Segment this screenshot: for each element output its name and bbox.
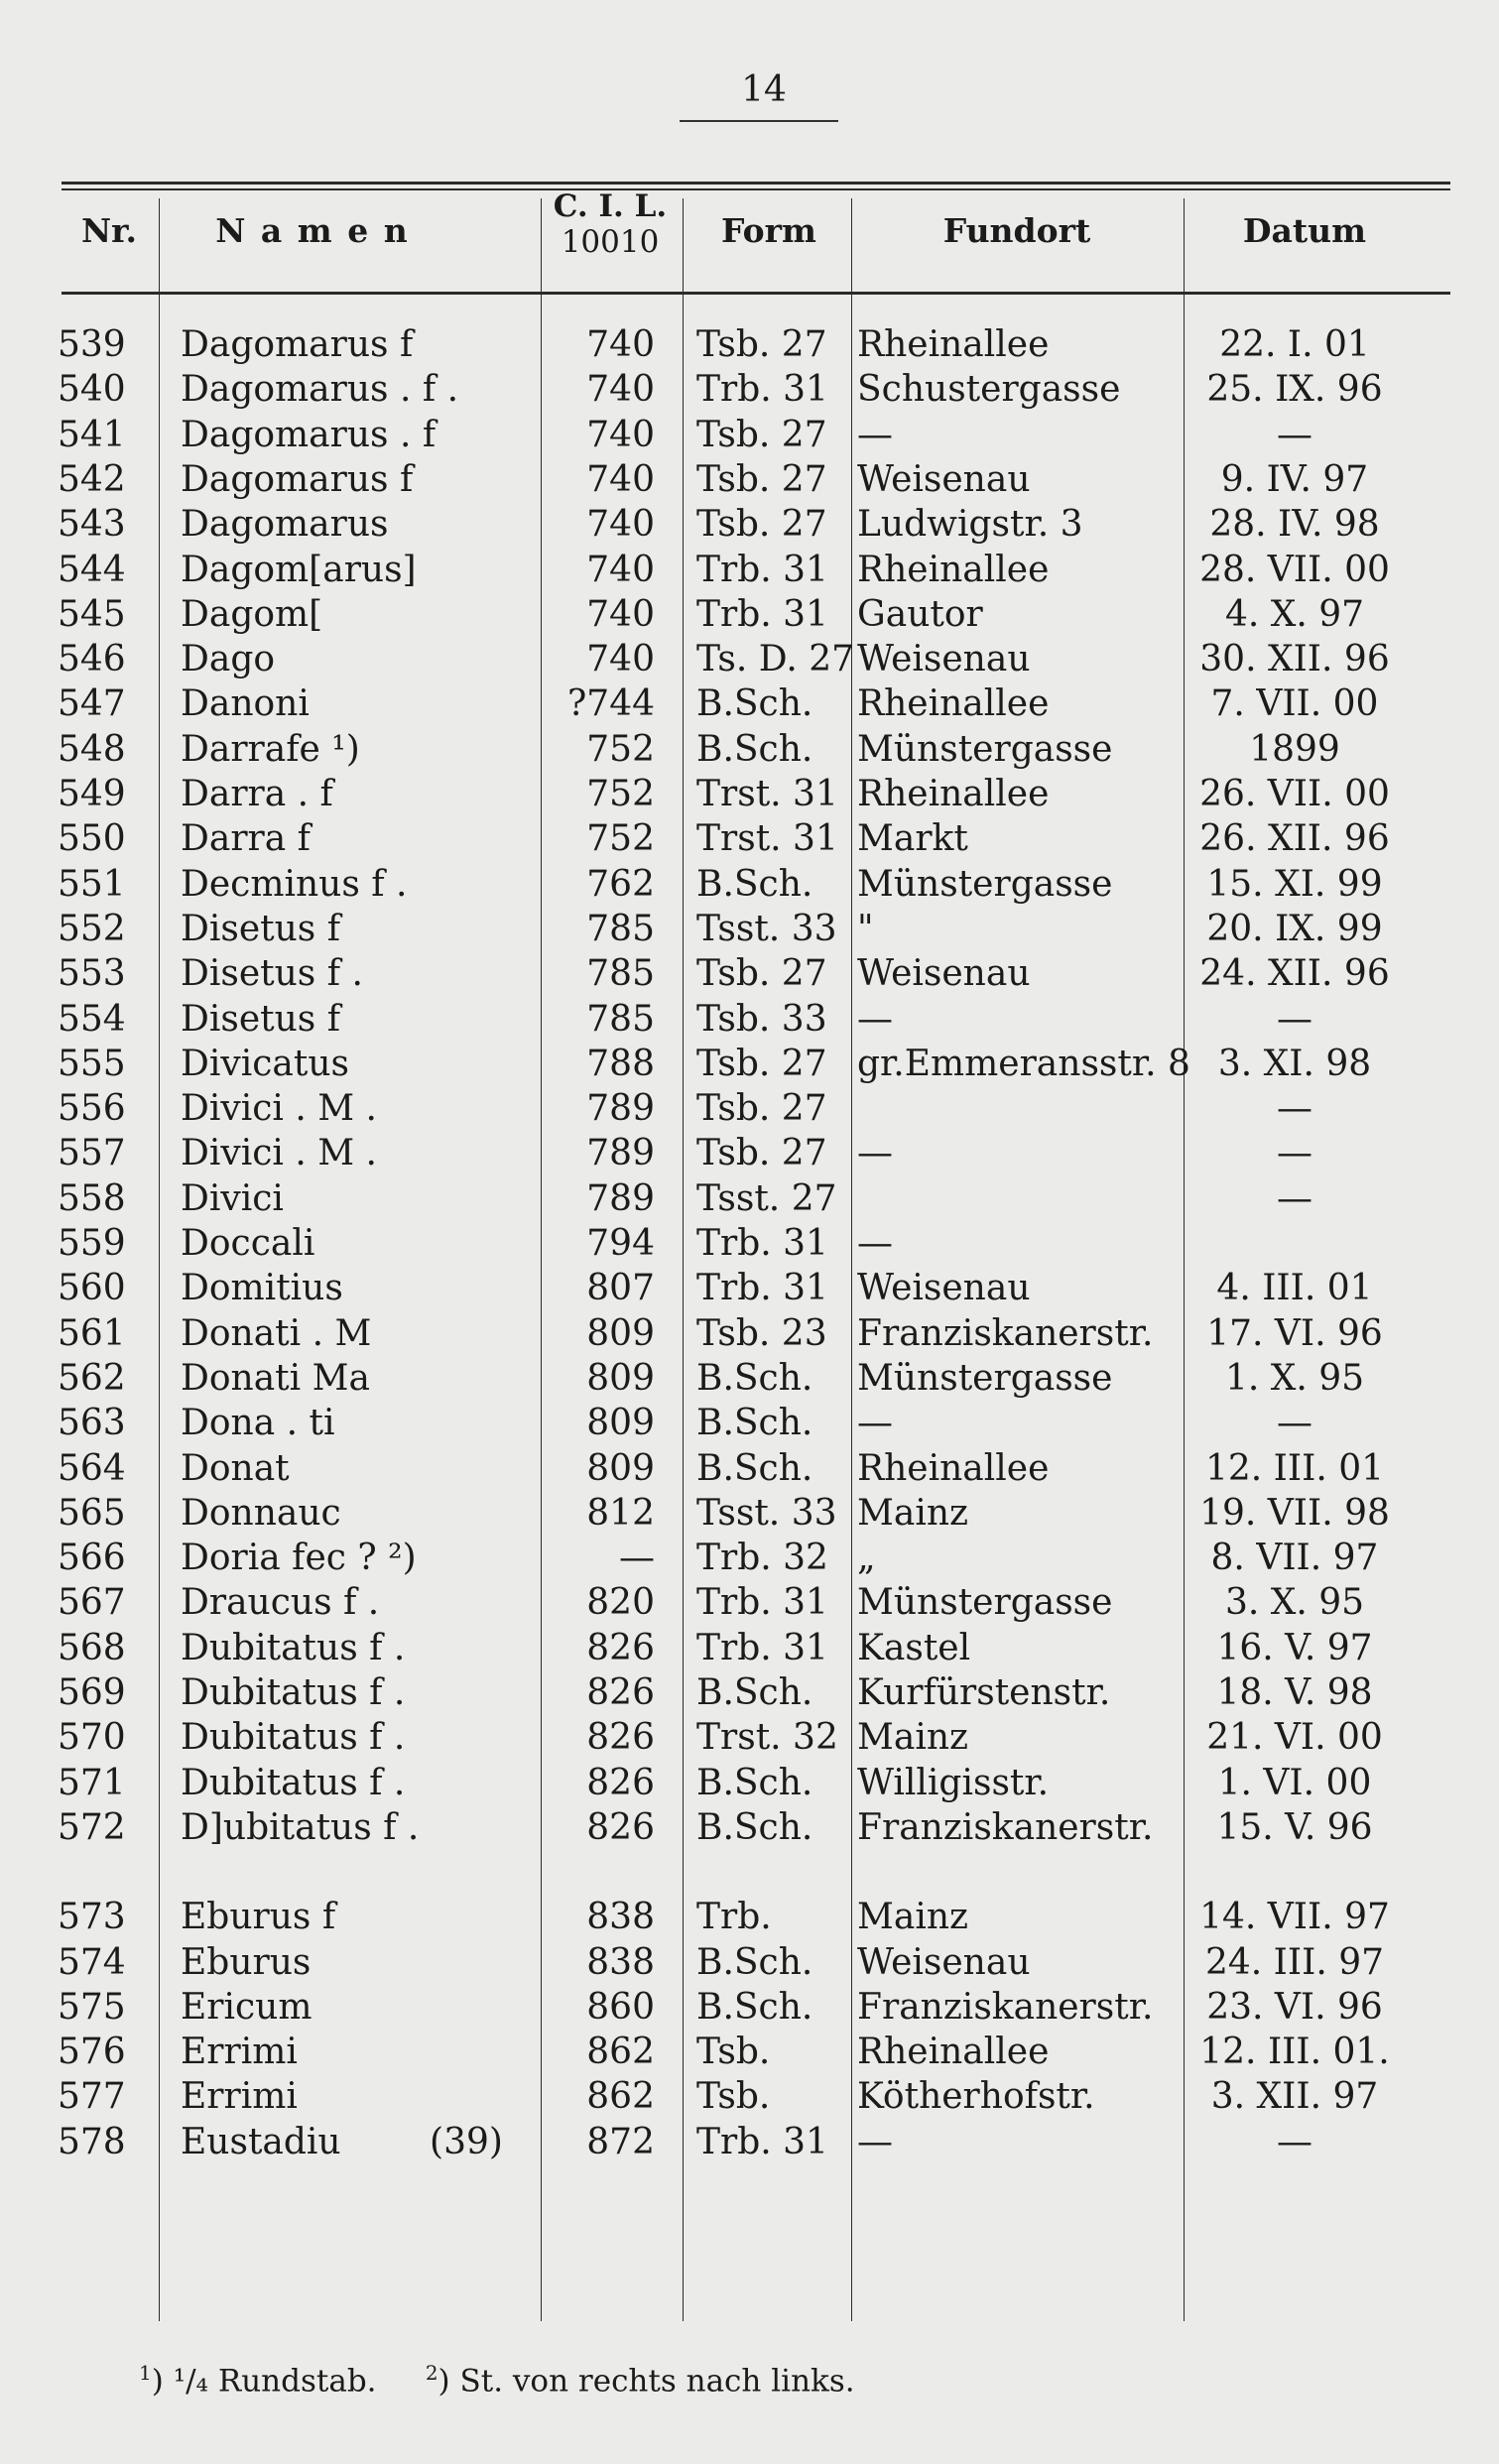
row-name: Dagomarus . f . xyxy=(181,369,459,411)
row-number: 576 xyxy=(58,2032,126,2073)
row-fundort: Markt xyxy=(857,818,968,860)
row-datum: 14. VII. 97 xyxy=(1199,1897,1390,1938)
row-fundort: " xyxy=(857,908,874,949)
row-form: Tsb. xyxy=(696,2076,771,2118)
row-cil: — xyxy=(619,1538,655,1579)
table-row xyxy=(0,1131,1499,1175)
table-row xyxy=(0,1670,1499,1715)
row-number: 550 xyxy=(58,818,126,860)
row-datum: 17. VI. 96 xyxy=(1206,1312,1383,1354)
row-fundort: Franziskanerstr. xyxy=(857,1986,1154,2028)
row-fundort: — xyxy=(857,1403,893,1444)
row-number: 578 xyxy=(58,2121,126,2162)
table-row xyxy=(0,1446,1499,1491)
row-datum: 4. X. 97 xyxy=(1224,593,1365,635)
row-cil: 762 xyxy=(586,863,655,905)
row-cil: 740 xyxy=(586,593,655,635)
row-number: 539 xyxy=(58,324,126,365)
row-fundort: Rheinallee xyxy=(857,1447,1050,1489)
row-fundort: Weisenau xyxy=(857,1268,1031,1309)
row-cil: 740 xyxy=(586,549,655,590)
row-name: Dagomarus xyxy=(181,504,389,546)
row-form: B.Sch. xyxy=(696,1403,813,1444)
row-form: Tsst. 33 xyxy=(696,1492,837,1534)
row-number: 563 xyxy=(58,1403,126,1444)
table-row xyxy=(0,1626,1499,1670)
row-datum: 4. III. 01 xyxy=(1216,1268,1373,1309)
table-row xyxy=(0,2074,1499,2119)
table-row xyxy=(0,548,1499,592)
table-row xyxy=(0,1985,1499,2030)
page-number-rule xyxy=(680,120,838,122)
row-form: Tsb. 23 xyxy=(696,1312,827,1354)
row-number: 554 xyxy=(58,998,126,1040)
table-row xyxy=(0,1805,1499,1850)
table-row xyxy=(0,907,1499,951)
row-cil: 785 xyxy=(586,908,655,949)
row-fundort: Weisenau xyxy=(857,1941,1031,1983)
row-name: Darrafe ¹) xyxy=(181,728,360,770)
row-datum: — xyxy=(1277,998,1312,1040)
row-cil: ?744 xyxy=(566,683,655,725)
table-top-rule xyxy=(62,182,1450,185)
row-number: 552 xyxy=(58,908,126,949)
row-number: 540 xyxy=(58,369,126,411)
row-cil: 740 xyxy=(586,414,655,455)
row-datum: 26. VII. 00 xyxy=(1199,774,1390,814)
row-cil: 826 xyxy=(586,1717,655,1759)
row-datum: 12. III. 01 xyxy=(1204,1447,1385,1489)
row-name: D]ubitatus f . xyxy=(181,1806,420,1848)
row-fundort: — xyxy=(857,2121,893,2162)
row-name: Dona . ti xyxy=(181,1403,335,1444)
row-form: Tsb. 27 xyxy=(696,504,827,546)
row-number: 569 xyxy=(58,1672,126,1713)
row-number: 561 xyxy=(58,1312,126,1354)
row-datum: 1899 xyxy=(1249,728,1340,770)
row-form: Tsb. 27 xyxy=(696,1133,827,1174)
row-datum: 1. X. 95 xyxy=(1224,1357,1365,1399)
table-row xyxy=(0,1491,1499,1536)
row-form: B.Sch. xyxy=(696,1941,813,1983)
row-cil: 820 xyxy=(586,1582,655,1624)
table-row xyxy=(0,2030,1499,2074)
row-datum: 18. V. 98 xyxy=(1216,1672,1373,1713)
row-form: Tsb. 27 xyxy=(696,324,827,365)
table-top-rule-inner xyxy=(62,188,1450,190)
row-name: Dagomarus f xyxy=(181,458,414,500)
row-name: Darra . f xyxy=(181,774,333,814)
row-note: (39) xyxy=(430,2121,503,2162)
header-datum: Datum xyxy=(1242,211,1367,250)
row-form: Trb. 31 xyxy=(696,1582,828,1624)
row-datum: 3. XII. 97 xyxy=(1210,2076,1379,2118)
row-form: Trb. 31 xyxy=(696,549,828,590)
row-fundort: Rheinallee xyxy=(857,2032,1050,2073)
row-form: Tsb. xyxy=(696,2032,771,2073)
row-fundort: Gautor xyxy=(857,593,983,635)
row-cil: 740 xyxy=(586,639,655,680)
row-form: B.Sch. xyxy=(696,1806,813,1848)
row-name: Decminus f . xyxy=(181,863,408,905)
table-row xyxy=(0,322,1499,367)
row-name: Errimi xyxy=(181,2032,298,2073)
footnote-1-mark: 1 xyxy=(139,2361,152,2385)
row-cil: 789 xyxy=(586,1177,655,1219)
table-row xyxy=(0,1356,1499,1401)
row-number: 556 xyxy=(58,1088,126,1130)
row-number: 566 xyxy=(58,1538,126,1579)
row-cil: 872 xyxy=(586,2121,655,2162)
row-name: Draucus f . xyxy=(181,1582,380,1624)
row-datum: 24. XII. 96 xyxy=(1199,953,1390,995)
row-name: Dubitatus f . xyxy=(181,1717,406,1759)
row-name: Eburus xyxy=(181,1941,312,1983)
row-number: 573 xyxy=(58,1897,126,1938)
row-datum: 28. IV. 98 xyxy=(1209,504,1380,546)
row-fundort: Weisenau xyxy=(857,458,1031,500)
row-form: B.Sch. xyxy=(696,1447,813,1489)
row-number: 570 xyxy=(58,1717,126,1759)
table-row xyxy=(0,592,1499,637)
row-fundort: Münstergasse xyxy=(857,1357,1113,1399)
row-datum: 23. VI. 96 xyxy=(1206,1986,1383,2028)
table-row xyxy=(0,1266,1499,1310)
row-name: Errimi xyxy=(181,2076,298,2118)
row-fundort: — xyxy=(857,414,893,455)
table-row xyxy=(0,1221,1499,1266)
row-number: 549 xyxy=(58,774,126,814)
row-fundort: „ xyxy=(857,1538,876,1579)
row-form: Trst. 31 xyxy=(696,774,838,814)
row-fundort: — xyxy=(857,998,893,1040)
row-cil: 788 xyxy=(586,1043,655,1084)
row-datum: 15. XI. 99 xyxy=(1206,863,1383,905)
row-cil: 740 xyxy=(586,324,655,365)
row-fundort: Rheinallee xyxy=(857,683,1050,725)
header-nr: Nr. xyxy=(80,211,137,250)
footnote-2-text: St. von rechts nach links. xyxy=(459,2363,855,2400)
row-number: 564 xyxy=(58,1447,126,1489)
row-name: Divici xyxy=(181,1177,284,1219)
table-row xyxy=(0,1042,1499,1086)
row-number: 547 xyxy=(58,683,126,725)
row-fundort: Kurfürstenstr. xyxy=(857,1672,1111,1713)
row-fundort: Mainz xyxy=(857,1897,968,1938)
table-row xyxy=(0,951,1499,996)
header-fundort: Fundort xyxy=(942,211,1091,250)
row-name: Donati Ma xyxy=(181,1357,370,1399)
table-row xyxy=(0,727,1499,772)
row-number: 558 xyxy=(58,1177,126,1219)
footnote-1-fraction: ¹/₄ xyxy=(173,2363,208,2400)
row-datum: 15. V. 96 xyxy=(1216,1806,1373,1848)
table-row xyxy=(0,1086,1499,1131)
row-name: Dagom[ xyxy=(181,593,323,635)
row-name: Disetus f xyxy=(181,998,341,1040)
row-name: Dubitatus f . xyxy=(181,1627,406,1668)
row-cil: 789 xyxy=(586,1088,655,1130)
row-number: 545 xyxy=(58,593,126,635)
row-datum: — xyxy=(1277,1403,1312,1444)
row-number: 544 xyxy=(58,549,126,590)
table-row xyxy=(0,637,1499,681)
row-name: Donnauc xyxy=(181,1492,341,1534)
row-cil: 860 xyxy=(586,1986,655,2028)
table-row xyxy=(0,862,1499,907)
row-name: Doccali xyxy=(181,1223,315,1264)
row-form: Tsb. 33 xyxy=(696,998,827,1040)
row-number: 559 xyxy=(58,1223,126,1264)
row-cil: 862 xyxy=(586,2032,655,2073)
row-datum: 25. IX. 96 xyxy=(1206,369,1383,411)
row-cil: 838 xyxy=(586,1941,655,1983)
row-cil: 789 xyxy=(586,1133,655,1174)
table-row xyxy=(0,1715,1499,1760)
row-cil: 752 xyxy=(586,728,655,770)
row-fundort: Franziskanerstr. xyxy=(857,1312,1154,1354)
row-number: 575 xyxy=(58,1986,126,2028)
row-fundort: Schustergasse xyxy=(857,369,1121,411)
row-datum: 3. XI. 98 xyxy=(1217,1043,1372,1084)
row-datum: 30. XII. 96 xyxy=(1199,639,1390,680)
table-row xyxy=(0,1940,1499,1985)
row-datum: 12. III. 01. xyxy=(1199,2032,1390,2073)
table-row xyxy=(0,681,1499,726)
row-cil: 826 xyxy=(586,1806,655,1848)
row-form: Trb. 31 xyxy=(696,1223,828,1264)
header-form: Form xyxy=(721,211,816,250)
row-fundort: Münstergasse xyxy=(857,863,1113,905)
footnote-1-text: Rundstab. xyxy=(217,2363,377,2400)
row-datum: 3. X. 95 xyxy=(1224,1582,1365,1624)
row-fundort: Weisenau xyxy=(857,639,1031,680)
row-form: B.Sch. xyxy=(696,1762,813,1803)
row-cil: 740 xyxy=(586,369,655,411)
table-row xyxy=(0,1311,1499,1356)
row-cil: 740 xyxy=(586,504,655,546)
row-fundort: Rheinallee xyxy=(857,774,1050,814)
row-cil: 862 xyxy=(586,2076,655,2118)
row-form: Tsb. 27 xyxy=(696,1088,827,1130)
row-fundort: Mainz xyxy=(857,1717,968,1759)
row-name: Dagomarus f xyxy=(181,324,414,365)
row-datum: 26. XII. 96 xyxy=(1199,818,1390,860)
row-cil: 807 xyxy=(586,1268,655,1309)
row-datum: 8. VII. 97 xyxy=(1210,1538,1379,1579)
row-datum: — xyxy=(1277,2121,1312,2162)
row-name: Ericum xyxy=(181,1986,312,2028)
row-datum: 1. VI. 00 xyxy=(1217,1762,1372,1803)
table-row xyxy=(0,772,1499,816)
row-number: 553 xyxy=(58,953,126,995)
page-number: 14 xyxy=(741,69,787,110)
row-form: Trst. 32 xyxy=(696,1717,838,1759)
row-fundort: Münstergasse xyxy=(857,728,1113,770)
row-name: Dago xyxy=(181,639,276,680)
table-row xyxy=(0,413,1499,457)
row-form: Trst. 31 xyxy=(696,818,838,860)
row-datum: 20. IX. 99 xyxy=(1206,908,1383,949)
row-fundort: Franziskanerstr. xyxy=(857,1806,1154,1848)
row-cil: 809 xyxy=(586,1312,655,1354)
row-form: Trb. 31 xyxy=(696,1627,828,1668)
header-cil xyxy=(541,188,680,260)
row-name: Dagom[arus] xyxy=(181,549,417,590)
row-number: 548 xyxy=(58,728,126,770)
row-form: Tsb. 27 xyxy=(696,458,827,500)
row-cil: 740 xyxy=(586,458,655,500)
row-form: Trb. 31 xyxy=(696,593,828,635)
row-cil: 826 xyxy=(586,1672,655,1713)
table-row xyxy=(0,1761,1499,1805)
row-form: Tsst. 33 xyxy=(696,908,837,949)
row-number: 562 xyxy=(58,1357,126,1399)
row-datum: 19. VII. 98 xyxy=(1199,1492,1390,1534)
row-cil: 752 xyxy=(586,818,655,860)
table-row xyxy=(0,1895,1499,1939)
table-row xyxy=(0,1536,1499,1580)
row-cil: 838 xyxy=(586,1897,655,1938)
table-row xyxy=(0,1176,1499,1221)
row-fundort: Kötherhofstr. xyxy=(857,2076,1095,2118)
row-fundort: — xyxy=(857,1223,893,1264)
row-datum: 24. III. 97 xyxy=(1204,1941,1385,1983)
row-fundort: Willigisstr. xyxy=(857,1762,1050,1803)
row-name: Disetus f . xyxy=(181,953,363,995)
row-cil: 826 xyxy=(586,1762,655,1803)
table-row xyxy=(0,997,1499,1042)
row-number: 560 xyxy=(58,1268,126,1309)
footnotes: $^1$) ¹/₄ Rundstab. $^2$) St. von rechts nach links. xyxy=(139,2361,855,2400)
row-form: B.Sch. xyxy=(696,728,813,770)
row-cil: 794 xyxy=(586,1223,655,1264)
header-cil-top: C. I. L. xyxy=(553,188,668,224)
row-number: 557 xyxy=(58,1133,126,1174)
table-row xyxy=(0,816,1499,861)
row-fundort: gr.Emmeransstr. 8 xyxy=(857,1043,1190,1084)
row-form: B.Sch. xyxy=(696,1672,813,1713)
row-name: Disetus f xyxy=(181,908,341,949)
row-form: B.Sch. xyxy=(696,683,813,725)
row-datum: 7. VII. 00 xyxy=(1210,683,1379,725)
row-form: Tsb. 27 xyxy=(696,953,827,995)
row-fundort: Weisenau xyxy=(857,953,1031,995)
footnote-2-mark: 2 xyxy=(425,2361,438,2385)
row-fundort: — xyxy=(857,1133,893,1174)
row-name: Dagomarus . f xyxy=(181,414,437,455)
row-name: Dubitatus f . xyxy=(181,1672,406,1713)
row-datum: 9. IV. 97 xyxy=(1220,458,1369,500)
row-name: Danoni xyxy=(181,683,310,725)
row-name: Eburus f xyxy=(181,1897,336,1938)
row-form: Tsst. 27 xyxy=(696,1177,837,1219)
row-number: 543 xyxy=(58,504,126,546)
row-form: Trb. xyxy=(696,1897,772,1938)
row-number: 571 xyxy=(58,1762,126,1803)
row-datum: 28. VII. 00 xyxy=(1199,549,1390,590)
row-form: Tsb. 27 xyxy=(696,1043,827,1084)
header-cil-bottom: 10010 xyxy=(561,224,660,260)
row-name: Donat xyxy=(181,1447,290,1489)
row-fundort: Kastel xyxy=(857,1627,971,1668)
row-datum: 16. V. 97 xyxy=(1216,1627,1373,1668)
row-cil: 812 xyxy=(586,1492,655,1534)
header-bottom-rule xyxy=(62,292,1450,295)
row-name: Darra f xyxy=(181,818,311,860)
row-number: 572 xyxy=(58,1806,126,1848)
row-datum: — xyxy=(1277,1177,1312,1219)
row-fundort: Münstergasse xyxy=(857,1582,1113,1624)
row-cil: 785 xyxy=(586,998,655,1040)
row-form: Trb. 31 xyxy=(696,369,828,411)
row-fundort: Mainz xyxy=(857,1492,968,1534)
row-number: 551 xyxy=(58,863,126,905)
row-datum: — xyxy=(1277,1088,1312,1130)
row-cil: 785 xyxy=(586,953,655,995)
row-number: 542 xyxy=(58,458,126,500)
row-form: Trb. 32 xyxy=(696,1538,828,1579)
row-number: 577 xyxy=(58,2076,126,2118)
row-number: 568 xyxy=(58,1627,126,1668)
row-number: 567 xyxy=(58,1582,126,1624)
row-form: B.Sch. xyxy=(696,1357,813,1399)
row-form: B.Sch. xyxy=(696,1986,813,2028)
table-row xyxy=(0,502,1499,547)
row-fundort: Rheinallee xyxy=(857,324,1050,365)
row-form: Trb. 31 xyxy=(696,2121,828,2162)
row-name: Domitius xyxy=(181,1268,343,1309)
row-number: 565 xyxy=(58,1492,126,1534)
row-name: Eustadiu xyxy=(181,2121,341,2162)
table-row xyxy=(0,457,1499,502)
row-number: 546 xyxy=(58,639,126,680)
row-name: Dubitatus f . xyxy=(181,1762,406,1803)
row-datum: 21. VI. 00 xyxy=(1206,1717,1383,1759)
row-fundort: Rheinallee xyxy=(857,549,1050,590)
table-row xyxy=(0,1401,1499,1445)
row-cil: 752 xyxy=(586,774,655,814)
row-form: Ts. D. 27 xyxy=(696,639,855,680)
row-number: 541 xyxy=(58,414,126,455)
row-cil: 809 xyxy=(586,1357,655,1399)
table-row xyxy=(0,2120,1499,2164)
row-number: 574 xyxy=(58,1941,126,1983)
row-name: Doria fec ? ²) xyxy=(181,1538,417,1579)
row-name: Donati . M xyxy=(181,1312,372,1354)
row-name: Divici . M . xyxy=(181,1133,377,1174)
row-number: 555 xyxy=(58,1043,126,1084)
row-datum: — xyxy=(1277,414,1312,455)
header-name: N a m e n xyxy=(215,211,410,250)
row-fundort: Ludwigstr. 3 xyxy=(857,504,1083,546)
row-cil: 809 xyxy=(586,1403,655,1444)
row-form: B.Sch. xyxy=(696,863,813,905)
row-cil: 826 xyxy=(586,1627,655,1668)
row-name: Divicatus xyxy=(181,1043,349,1084)
table-row xyxy=(0,367,1499,412)
row-datum: — xyxy=(1277,1133,1312,1174)
row-name: Divici . M . xyxy=(181,1088,377,1130)
row-form: Trb. 31 xyxy=(696,1268,828,1309)
row-form: Tsb. 27 xyxy=(696,414,827,455)
table-row xyxy=(0,1580,1499,1625)
row-cil: 809 xyxy=(586,1447,655,1489)
row-datum: 22. I. 01 xyxy=(1219,324,1370,365)
